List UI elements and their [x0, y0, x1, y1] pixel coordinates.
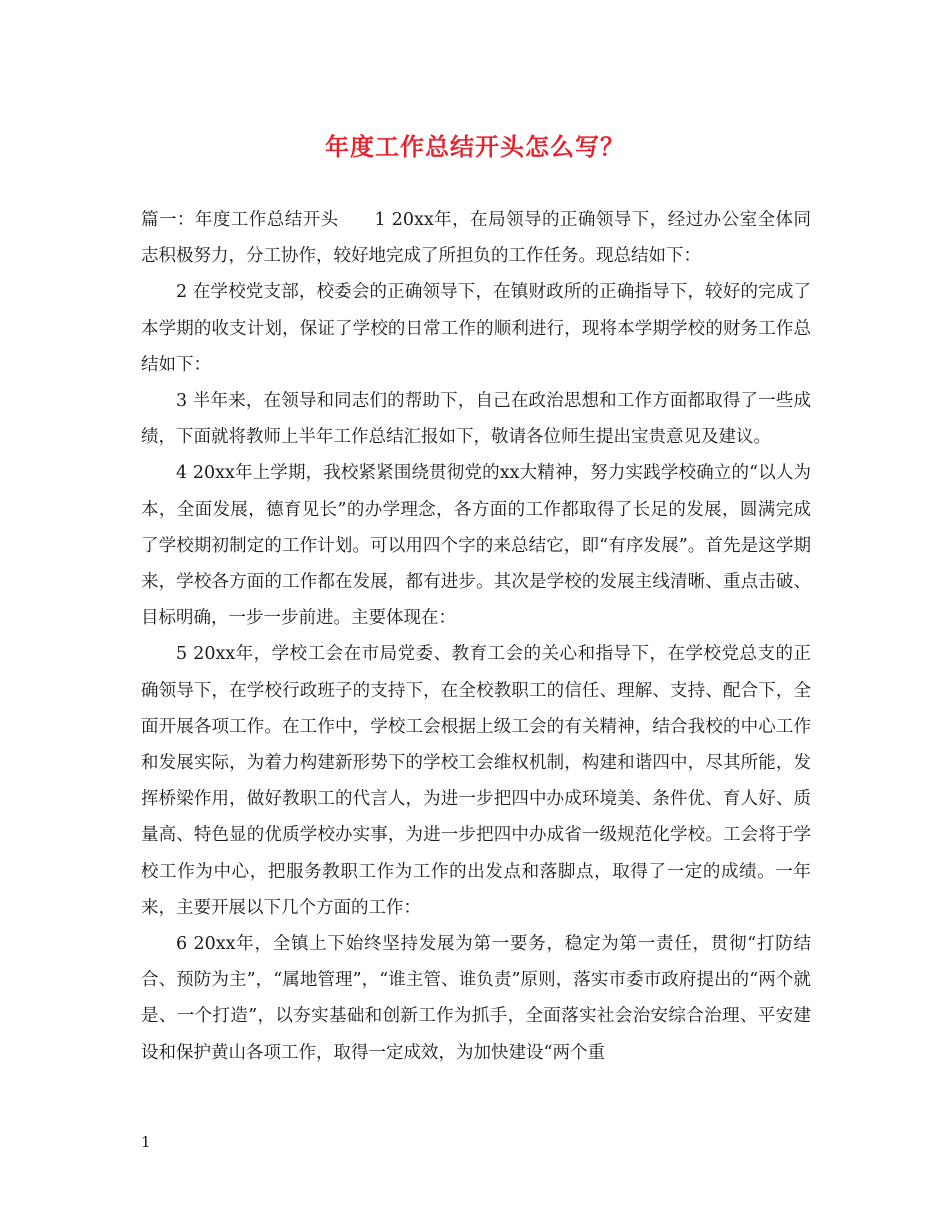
document-title: 年度工作总结开头怎么写？ — [325, 132, 625, 161]
paragraph-6: 6 20xx年，全镇上下始终坚持发展为第一要务，稳定为第一责任，贯彻“打防结合、预防为主”，“属地管理”，“谁主管、谁负责”原则，落实市委市政府提出的“两个就是、一个打造”，以夯实基础和创新工作为抓手，全面落实社会治安综合治理、平安建设和保护黄山各项工作，取得一定成效，为加快建设“两个重 — [141, 934, 811, 1063]
paragraph-4: 4 20xx年上学期，我校紧紧围绕贯彻党的xx大精神，努力实践学校确立的“以人为本，全面发展，德育见长”的办学理念，各方面的工作都取得了长足的发展，圆满完成了学校期初制定的工作计划。可以用四个字的来总结它，即“有序发展”。首先是这学期来，学校各方面的工作都在发展，都有进步。其次是学校的发展主线清晰、重点击破、目标明确，一步一步前进。主要体现在： — [141, 463, 811, 629]
paragraph-5: 5 20xx年，学校工会在市局党委、教育工会的关心和指导下，在学校党总支的正确领导下，在学校行政班子的支持下，在全校教职工的信任、理解、支持、配合下，全面开展各项工作。在工作中，学校工会根据上级工会的有关精神，结合我校的中心工作和发展实际，为着力构建新形势下的学校工会维权机制，构建和谐四中，尽其所能，发挥桥梁作用，做好教职工的代言人，为进一步把四中办成环境美、条件优、育人好、质量高、特色显的优质学校办实事，为进一步把四中办成省一级规范化学校。工会将于学校工作为中心，把服务教职工作为工作的出发点和落脚点，取得了一定的成绩。一年来，主要开展以下几个方面的工作： — [141, 644, 811, 918]
paragraph-1: 篇一：年度工作总结开头 1 20xx年，在局领导的正确领导下，经过办公室全体同志积极努力，分工协作，较好地完成了所担负的工作任务。现总结如下： — [141, 210, 811, 267]
page-number: 1 — [141, 1133, 151, 1151]
paragraph-3: 3 半年来，在领导和同志们的帮助下，自己在政治思想和工作方面都取得了一些成绩，下面就将教师上半年工作总结汇报如下，敬请各位师生提出宝贵意见及建议。 — [141, 391, 811, 448]
paragraph-2: 2 在学校党支部，校委会的正确领导下，在镇财政所的正确指导下，较好的完成了本学期的收支计划，保证了学校的日常工作的顺利进行，现将本学期学校的财务工作总结如下： — [141, 282, 811, 375]
document-body — [141, 202, 811, 1071]
